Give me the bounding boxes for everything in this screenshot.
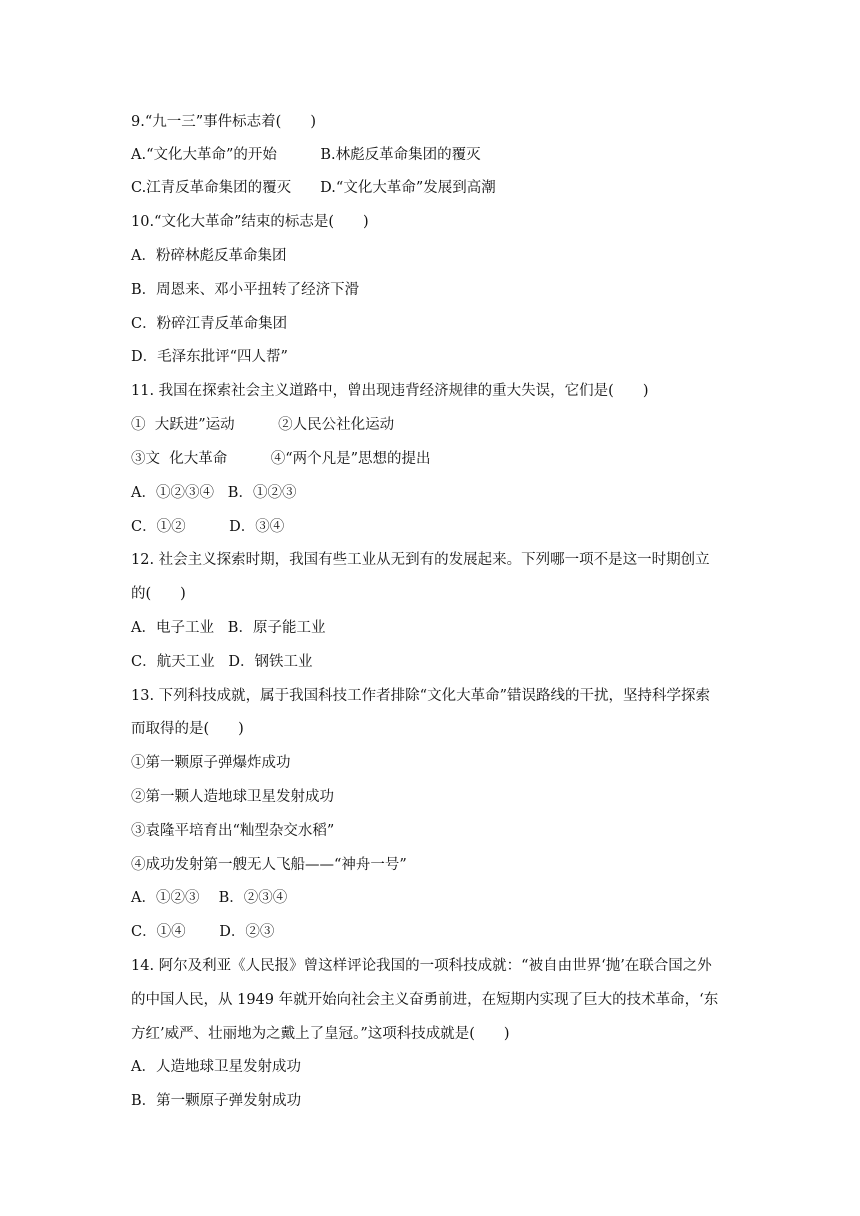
question-10-option-c: C．粉碎江青反革命集团 [131, 316, 288, 332]
question-12-options-cd: C．航天工业 D．钢铁工业 [131, 654, 313, 670]
question-14-stem-line-1: 14. 阿尔及利亚《人民报》曾这样评论我国的一项科技成就：“被自由世界‘抛’在联合国之外 [131, 958, 712, 974]
question-10-option-a: A．粉碎林彪反革命集团 [131, 248, 287, 264]
question-13-options-ab: A．①②③ B．②③④ [131, 890, 288, 906]
question-9-options-ab: A.“文化大革命”的开始 B.林彪反革命集团的覆灭 [131, 147, 481, 163]
question-12-options-ab: A．电子工业 B．原子能工业 [131, 620, 326, 636]
question-13-stem: 13. 下列科技成就，属于我国科技工作者排除“文化大革命”错误路线的干扰，坚持科学探索 [131, 688, 710, 704]
question-14-stem-line-2: 的中国人民，从 1949 年就开始向社会主义奋勇前进，在短期内实现了巨大的技术革命，‘东 [131, 992, 719, 1008]
question-13-item-3: ③袁隆平培育出“籼型杂交水稻” [131, 823, 335, 839]
question-11-item-1-2: ① 大跃进”运动 ②人民公社化运动 [131, 417, 395, 433]
question-11-stem: 11. 我国在探索社会主义道路中，曾出现违背经济规律的重大失误，它们是( ) [131, 383, 649, 399]
question-13-item-1: ①第一颗原子弹爆炸成功 [131, 755, 291, 771]
question-13-options-cd: C．①④ D．②③ [131, 924, 275, 940]
question-12-stem-continued: 的( ) [131, 586, 186, 602]
question-9-stem: 9.“九一三”事件标志着( ) [131, 114, 316, 130]
question-11-options-ab: A．①②③④ B．①②③ [131, 485, 297, 501]
question-14-stem-line-3: 方红’威严、壮丽地为之戴上了皇冠。”这项科技成就是( ) [131, 1026, 510, 1042]
question-14-option-a: A．人造地球卫星发射成功 [131, 1059, 301, 1075]
question-10-option-b: B．周恩来、邓小平扭转了经济下滑 [131, 282, 360, 298]
question-12-stem: 12. 社会主义探索时期，我国有些工业从无到有的发展起来。下列哪一项不是这一时期创立 [131, 552, 710, 568]
question-9-options-cd: C.江青反革命集团的覆灭 D.“文化大革命”发展到高潮 [131, 180, 496, 196]
question-10-stem: 10.“文化大革命”结束的标志是( ) [131, 214, 369, 230]
question-11-options-cd: C．①② D．③④ [131, 519, 285, 535]
question-11-item-3-4: ③文 化大革命 ④“两个凡是”思想的提出 [131, 451, 431, 467]
question-13-item-4: ④成功发射第一艘无人飞船——“神舟一号” [131, 857, 407, 873]
question-13-item-2: ②第一颗人造地球卫星发射成功 [131, 789, 334, 805]
question-10-option-d: D．毛泽东批评“四人帮” [131, 349, 288, 365]
question-13-stem-continued: 而取得的是( ) [131, 721, 244, 737]
question-14-option-b: B．第一颗原子弹发射成功 [131, 1093, 302, 1109]
